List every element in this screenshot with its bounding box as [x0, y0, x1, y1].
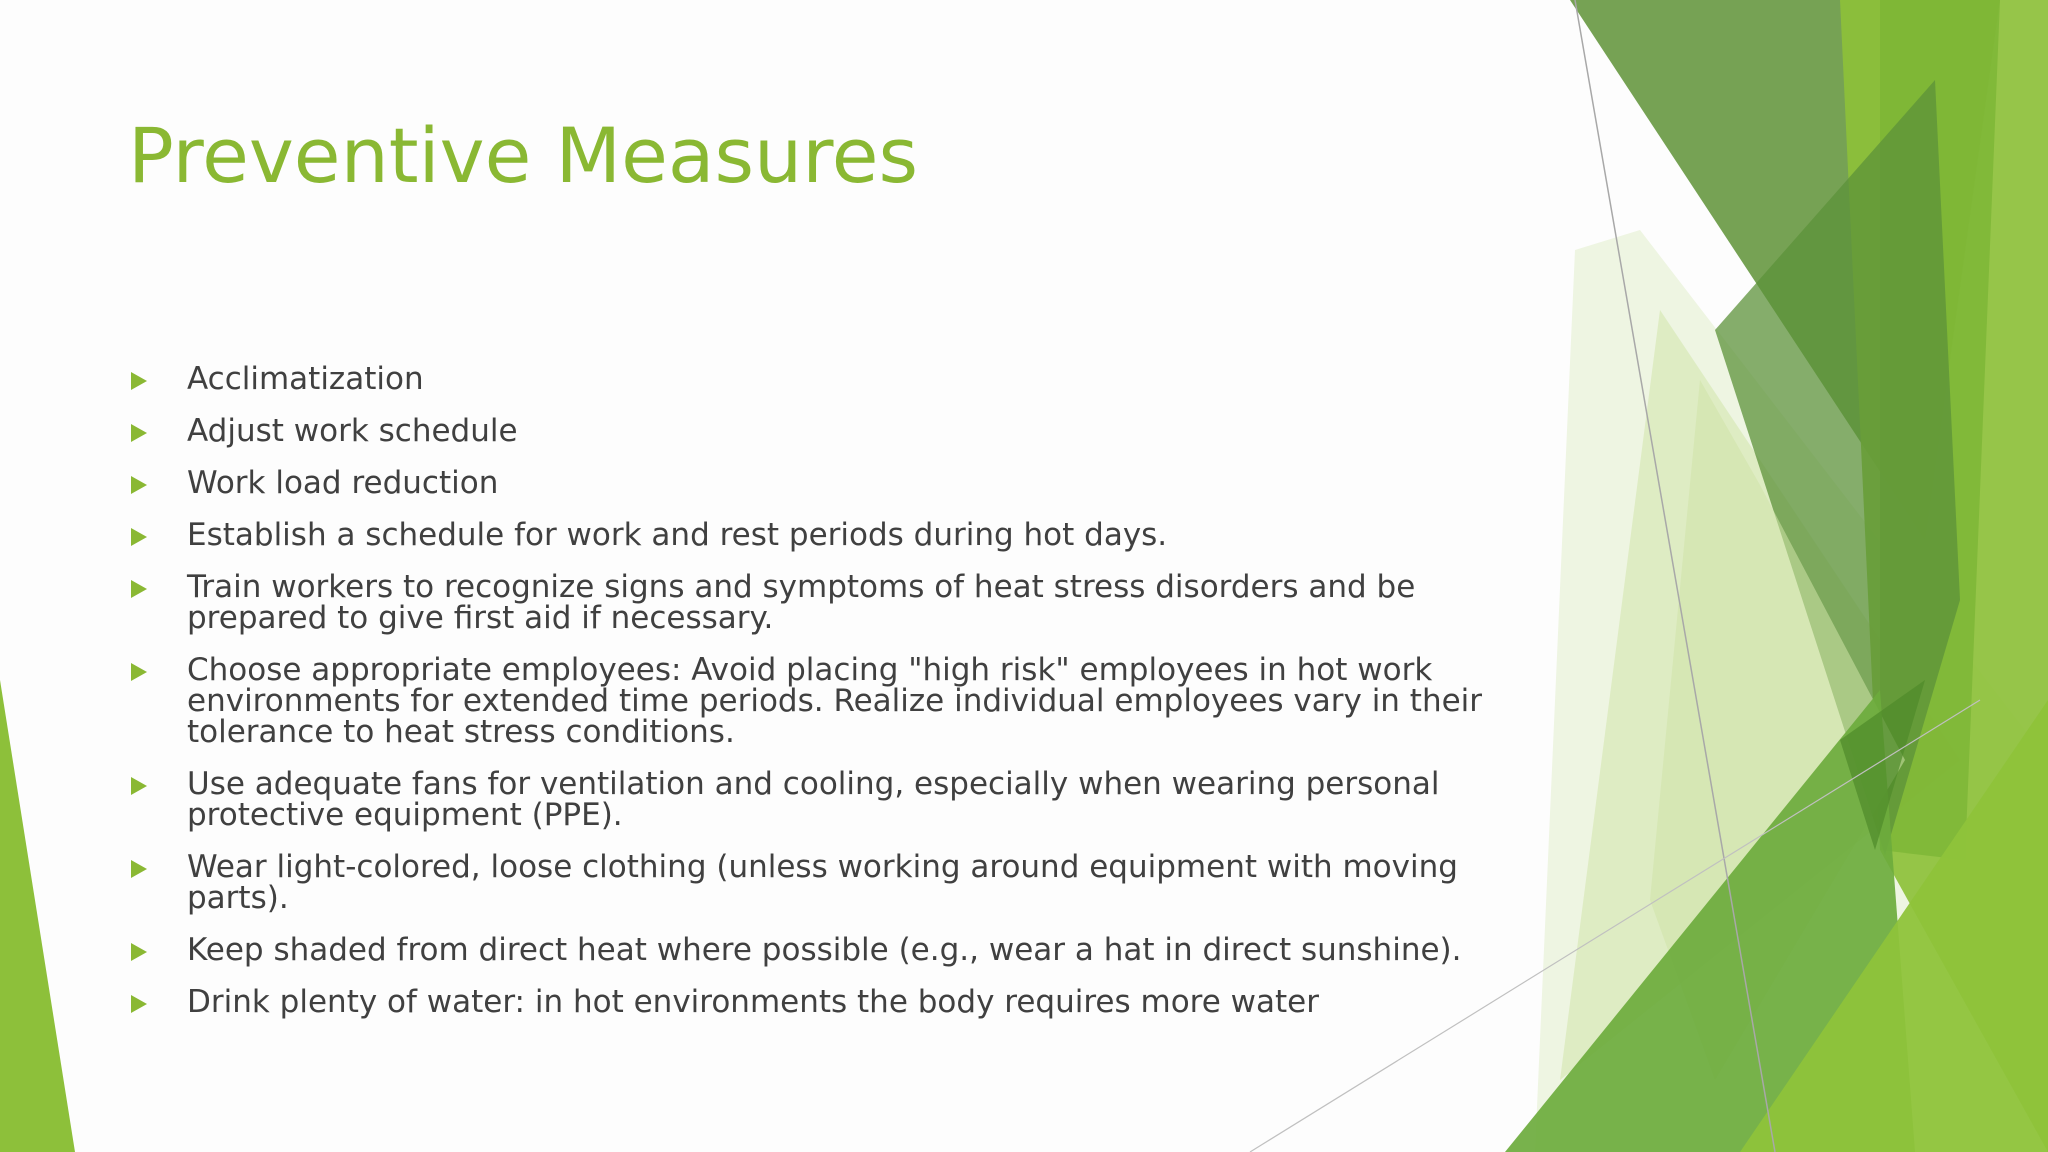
bullet-text: Wear light-colored, loose clothing (unless working around equipment with moving parts). — [187, 849, 1458, 916]
triangle-right-icon — [131, 528, 147, 546]
bullet-text: Establish a schedule for work and rest periods during hot days. — [187, 517, 1168, 553]
facet-left-sliver — [0, 680, 75, 1152]
bullet-text: Acclimatization — [187, 361, 424, 397]
bullet-text: Choose appropriate employees: Avoid placing "high risk" employees in hot work environments for extended time periods. Realize individual employees vary in their tolerance to heat stress conditions. — [187, 652, 1483, 750]
triangle-right-icon — [131, 580, 147, 598]
bullet-item — [128, 849, 1548, 916]
bullet-text: Drink plenty of water: in hot environments the body requires more water — [187, 984, 1319, 1020]
bullet-text: Adjust work schedule — [187, 413, 518, 449]
triangle-right-icon — [131, 860, 147, 878]
bullet-text: Use adequate fans for ventilation and cooling, especially when wearing personal protective equipment (PPE). — [187, 766, 1440, 833]
bullet-item — [128, 569, 1548, 636]
bullet-item — [128, 517, 1548, 553]
triangle-right-icon — [131, 476, 147, 494]
bullet-list — [128, 361, 1548, 1039]
bullet-item — [128, 984, 1548, 1020]
triangle-right-icon — [131, 995, 147, 1013]
triangle-right-icon — [131, 663, 147, 681]
bullet-text: Work load reduction — [187, 465, 499, 501]
bullet-item — [128, 413, 1548, 449]
bullet-text: Train workers to recognize signs and symptoms of heat stress disorders and be prepared to give first aid if necessary. — [187, 569, 1416, 636]
slide-title: Preventive Measures — [128, 111, 919, 200]
bullet-text: Keep shaded from direct heat where possible (e.g., wear a hat in direct sunshine). — [187, 932, 1462, 968]
triangle-right-icon — [131, 943, 147, 961]
bullet-item — [128, 361, 1548, 397]
triangle-right-icon — [131, 777, 147, 795]
bullet-item — [128, 465, 1548, 501]
bullet-item — [128, 766, 1548, 833]
bullet-item — [128, 652, 1548, 750]
bullet-item — [128, 932, 1548, 968]
triangle-right-icon — [131, 372, 147, 390]
triangle-right-icon — [131, 424, 147, 442]
